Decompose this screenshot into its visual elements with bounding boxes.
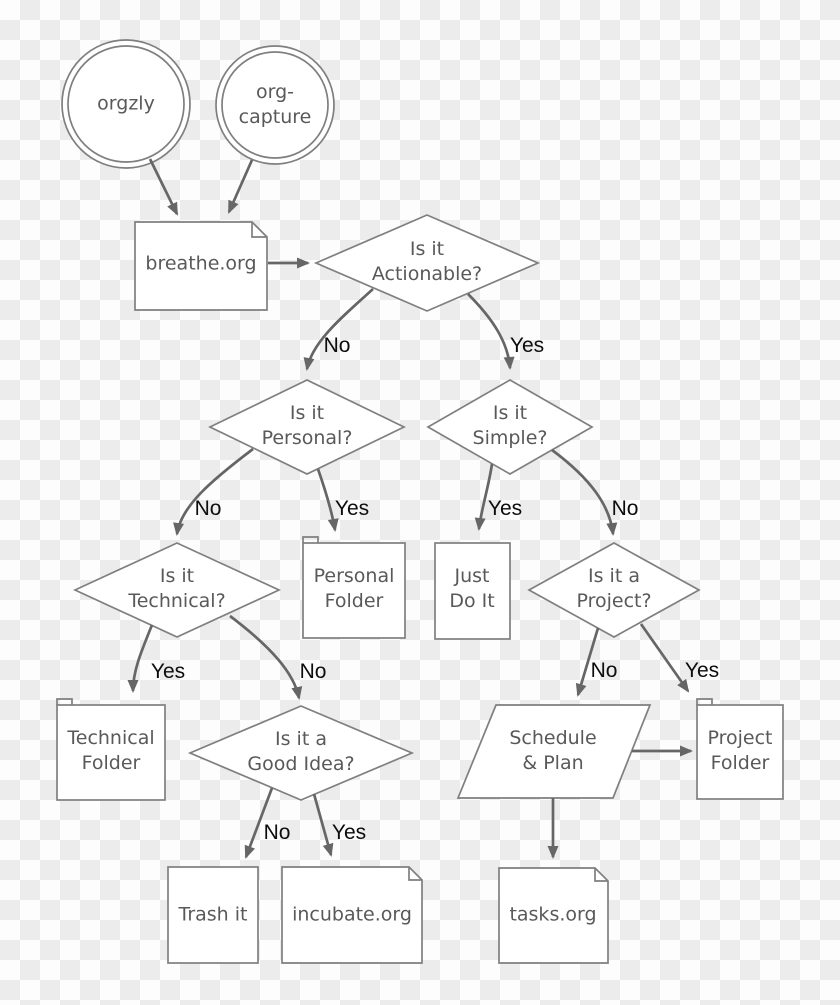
edge-label-actionable-yes: Yes xyxy=(509,334,545,357)
node-project-diamond xyxy=(529,543,699,637)
edge-label-project-yes: Yes xyxy=(684,659,720,682)
node-orgzly-circle xyxy=(62,40,190,168)
node-label-incubate: incubate.org xyxy=(292,903,412,926)
node-shapes xyxy=(57,40,783,963)
edge-personal-no xyxy=(177,449,253,534)
edge-personal-yes xyxy=(318,469,335,530)
node-just-do-it-rect xyxy=(435,543,510,639)
node-label-technical: Is it Technical? xyxy=(128,565,226,612)
node-label-personal: Is it Personal? xyxy=(261,402,353,449)
node-label-org-capture: org- capture xyxy=(238,81,312,128)
node-good-idea-diamond xyxy=(190,706,412,800)
node-project-folder xyxy=(697,699,783,799)
edge-label-actionable-no: No xyxy=(323,334,351,357)
node-simple-diamond xyxy=(428,380,592,474)
edge-actionable-yes xyxy=(468,294,510,368)
node-technical-folder xyxy=(57,699,165,800)
edge-technical-no xyxy=(230,616,299,698)
node-trash-it-rect xyxy=(168,867,258,963)
edge-simple-yes xyxy=(479,464,492,529)
node-actionable-diamond xyxy=(316,215,538,311)
node-label-project-folder: Project Folder xyxy=(707,727,773,774)
edge-label-technical-yes: Yes xyxy=(150,660,186,683)
node-org-capture-circle xyxy=(216,46,334,164)
edge-label-simple-no: No xyxy=(611,497,639,520)
node-label-schedule-plan: Schedule & Plan xyxy=(509,727,597,774)
edge-org-capture-breathe xyxy=(229,160,252,212)
node-label-actionable: Is it Actionable? xyxy=(371,238,483,285)
edge-label-simple-yes: Yes xyxy=(487,497,523,520)
edge-actionable-no xyxy=(307,289,373,369)
node-tasks-document xyxy=(499,868,608,963)
edge-orgzly-breathe xyxy=(150,159,177,214)
node-label-breathe: breathe.org xyxy=(145,252,257,275)
edge-label-good-idea-no: No xyxy=(263,821,291,844)
node-schedule-plan-parallelogram xyxy=(458,705,650,798)
edge-label-project-no: No xyxy=(590,659,618,682)
edge-simple-no xyxy=(552,450,613,534)
edge-project-yes xyxy=(641,624,688,691)
edge-good-idea-no xyxy=(246,788,272,857)
node-breathe-document xyxy=(135,222,267,310)
node-label-technical-folder: Technical Folder xyxy=(67,727,155,774)
edge-label-good-idea-yes: Yes xyxy=(331,821,367,844)
edge-label-personal-yes: Yes xyxy=(334,497,370,520)
node-label-personal-folder: Personal Folder xyxy=(313,565,395,612)
node-label-simple: Is it Simple? xyxy=(472,402,548,449)
edge-label-personal-no: No xyxy=(194,497,222,520)
edge-technical-yes xyxy=(133,625,152,691)
edge-label-technical-no: No xyxy=(299,660,327,683)
node-label-good-idea: Is it a Good Idea? xyxy=(247,728,355,775)
node-personal-folder xyxy=(303,537,405,638)
node-label-trash-it: Trash it xyxy=(178,903,248,926)
node-technical-diamond xyxy=(75,543,279,637)
node-incubate-document xyxy=(282,867,422,963)
edge-project-no xyxy=(578,628,598,695)
node-label-project: Is it a Project? xyxy=(576,565,652,612)
node-label-orgzly: orgzly xyxy=(97,92,155,115)
node-label-just-do-it: Just Do It xyxy=(449,565,495,612)
edge-good-idea-yes xyxy=(314,794,331,855)
node-label-tasks: tasks.org xyxy=(509,903,597,926)
